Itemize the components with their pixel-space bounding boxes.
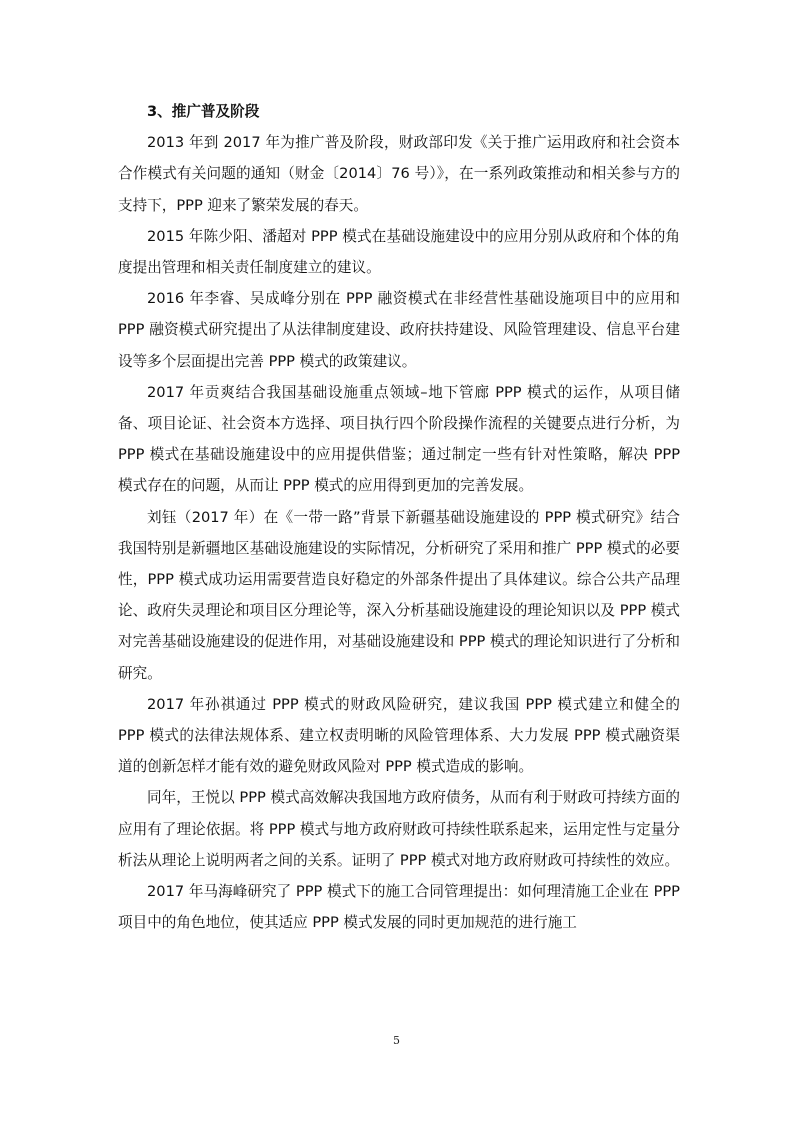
page-body: [118, 96, 680, 938]
paragraph-promotion-stage: 2013 年到 2017 年为推广普及阶段，财政部印发《关于推广运用政府和社会资本合作模式有关问题的通知（财金〔2014〕76 号）》，在一系列政策推动和相关参与方的支持下，PPP 迎来了繁荣发展的春天。: [118, 134, 680, 214]
paragraph-2017-gong: 2017 年贡爽结合我国基础设施重点领域–地下管廊 PPP 模式的运作，从项目储备、项目论证、社会资本方选择、项目执行四个阶段操作流程的关键要点进行分析，为 PPP 模式在基础设施建设中的应用提供借鉴；通过制定一些有针对性策略，解决 PPP 模式存在的问题，从而让 PPP 模式的应用得到更加的完善发展。: [118, 383, 680, 495]
paragraph-2017-sun: 2017 年孙祺通过 PPP 模式的财政风险研究，建议我国 PPP 模式建立和健全的 PPP 模式的法律法规体系、建立权责明晰的风险管理体系、大力发展 PPP 模式融资渠道的创新怎样才能有效的避免财政风险对 PPP 模式造成的影响。: [118, 695, 680, 776]
paragraph-wang-yue: 同年，王悦以 PPP 模式高效解决我国地方政府债务，从而有利于财政可持续方面的应用有了理论依据。将 PPP 模式与地方政府财政可持续性联系起来，运用定性与定量分析法从理论上说明两者之间的关系。证明了 PPP 模式对地方政府财政可持续性的效应。: [118, 789, 680, 869]
paragraph-2017-ma: 2017 年马海峰研究了 PPP 模式下的施工合同管理提出：如何理清施工企业在 PPP 项目中的角色地位，使其适应 PPP 模式发展的同时更加规范的进行施工: [118, 883, 680, 932]
paragraph-2015-chen-pan: 2015 年陈少阳、潘超对 PPP 模式在基础设施建设中的应用分别从政府和个体的角度提出管理和相关责任制度建立的建议。: [118, 227, 680, 277]
paragraph-liu-yu: 刘钰（2017 年）在《一带一路”背景下新疆基础设施建设的 PPP 模式研究》结合我国特别是新疆地区基础设施建设的实际情况，分析研究了采用和推广 PPP 模式的必要性，PPP 模式成功运用需要营造良好稳定的外部条件提出了具体建议。综合公共产品理论、政府失灵理论和项目区分理论等，深入分析基础设施建设的理论知识以及 PPP 模式对完善基础设施建设的促进作用，对基础设施建设和 PPP 模式的理论知识进行了分析和研究。: [118, 508, 680, 682]
paragraph-2016-li-wu: 2016 年李睿、吴成峰分别在 PPP 融资模式在非经营性基础设施项目中的应用和 PPP 融资模式研究提出了从法律制度建设、政府扶持建设、风险管理建设、信息平台建设等多个层面提出完善 PPP 模式的政策建议。: [118, 290, 680, 370]
section-heading: 3、推广普及阶段: [147, 103, 260, 120]
page-number: 5: [393, 1034, 400, 1047]
